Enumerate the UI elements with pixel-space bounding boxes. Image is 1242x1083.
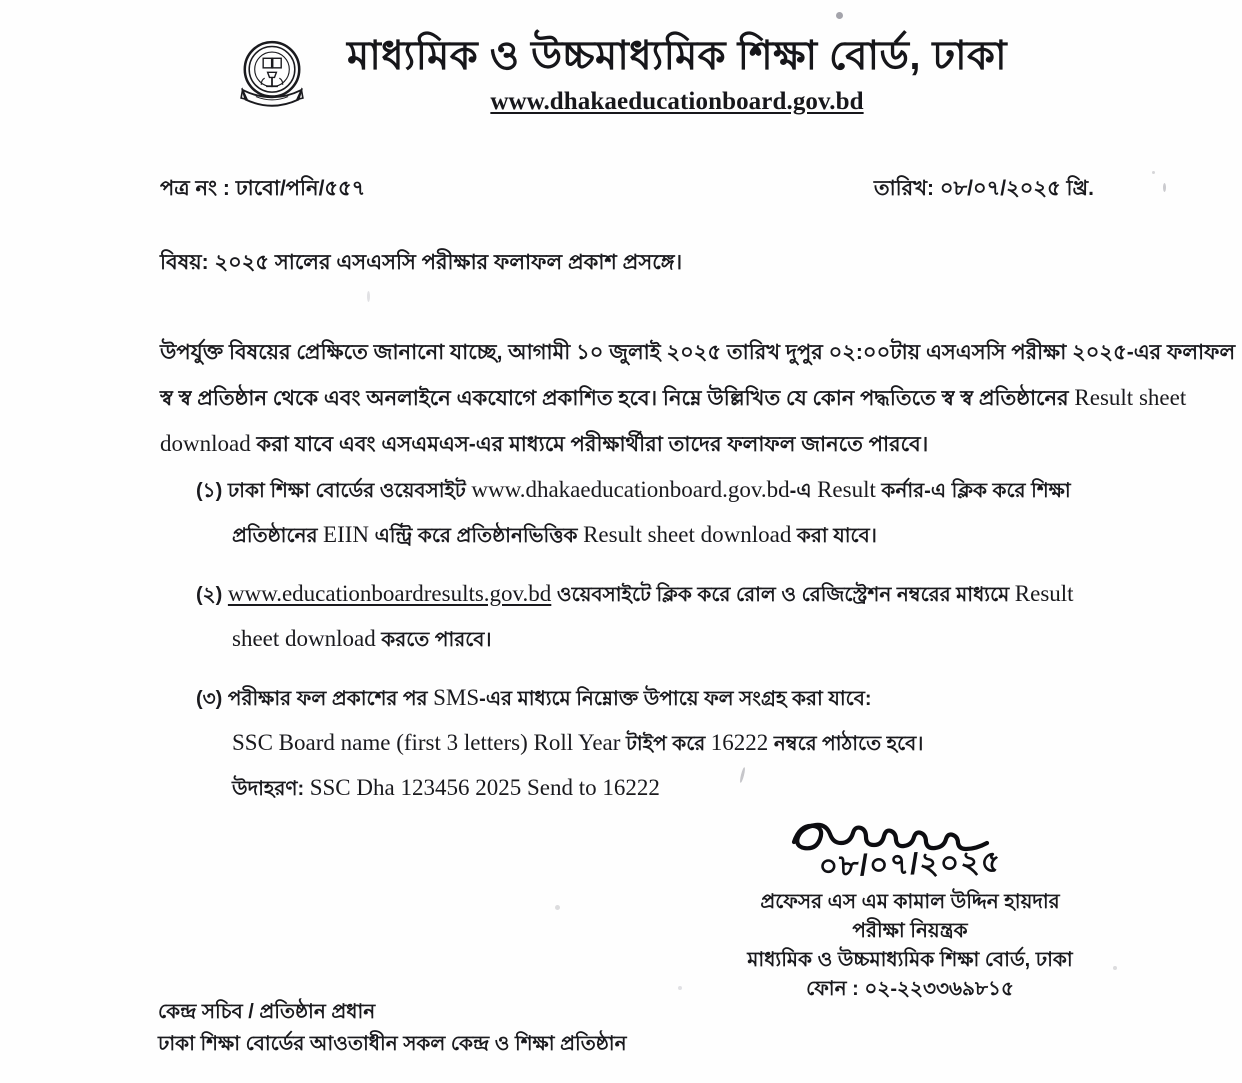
signatory-phone: ফোন : ০২-২২৩৩৬৯৮১৫ — [806, 978, 1014, 1000]
body-line-3-latin: download — [160, 431, 251, 456]
item-2-latin-sheetdownload: sheet download — [232, 626, 376, 651]
sms-format: SSC Board name (first 3 letters) Roll Year — [232, 730, 621, 755]
item-3-text-a: পরীক্ষার ফল প্রকাশের পর — [222, 688, 434, 710]
item-1-text-d: প্রতিষ্ঠানের — [232, 525, 324, 547]
scan-artifact — [555, 905, 560, 910]
item-3-text-d: নম্বরে পাঠাতে হবে। — [768, 733, 924, 755]
item-3-line-3 — [196, 766, 1152, 811]
distribution-block — [158, 996, 627, 1060]
item-2-text-a: ওয়েবসাইটে ক্লিক করে রোল ও রেজিস্ট্রেশন নম্বরের মাধ্যমে — [551, 584, 1015, 606]
signatory-name: প্রফেসর এস এম কামাল উদ্দিন হায়দার — [760, 891, 1060, 913]
list-item — [196, 468, 1152, 558]
item-2-latin-result: Result — [1014, 581, 1074, 606]
instruction-list — [196, 468, 1152, 825]
header-text-group — [347, 30, 1007, 116]
scan-artifact — [836, 12, 843, 19]
signatory-designation: পরীক্ষা নিয়ন্ত্রক — [852, 920, 968, 942]
subject-line: বিষয়: ২০২৫ সালের এসএসসি পরীক্ষার ফলাফল প্রকাশ প্রসঙ্গে। — [160, 251, 683, 274]
distribution-line-1: কেন্দ্র সচিব / প্রতিষ্ঠান প্রধান — [158, 1001, 376, 1023]
body-line-2-latin: Result sheet — [1074, 385, 1187, 410]
signatory-office: মাধ্যমিক ও উচ্চমাধ্যমিক শিক্ষা বোর্ড, ঢাকা — [747, 949, 1073, 971]
item-1-text-b: -এ — [789, 480, 818, 502]
memo-number: পত্র নং : ঢাবো/পনি/৫৫৭ — [160, 177, 366, 200]
item-1-latin-result: Result — [817, 477, 876, 502]
signature-date: ০৮/০৭/২০২৫ — [818, 845, 1002, 884]
item-2-text-b: করতে পারবে। — [375, 629, 492, 651]
sms-shortcode: 16222 — [710, 730, 769, 755]
body-line-2-bangla: স্ব স্ব প্রতিষ্ঠান থেকে এবং অনলাইনে একযোগে প্রকাশিত হবে। নিম্নে উল্লিখিত যে কোন পদ্ধতিতে স্ব স্ব প্রতিষ্ঠানের — [160, 387, 1075, 410]
item-3-number: (৩) — [196, 688, 223, 710]
list-item — [196, 572, 1152, 662]
board-title: মাধ্যমিক ও উচ্চমাধ্যমিক শিক্ষা বোর্ড, ঢাকা — [347, 34, 1007, 78]
item-2-line-2 — [196, 617, 1152, 662]
body-line-3-bangla: করা যাবে এবং এসএমএস-এর মাধ্যমে পরীক্ষার্থীরা তাদের ফলাফল জানতে পারবে। — [250, 433, 929, 456]
item-1-text-c: কর্নার-এ ক্লিক করে শিক্ষা — [875, 480, 1071, 502]
body-line-2 — [160, 375, 1187, 421]
item-3-latin-sms: SMS — [433, 685, 480, 710]
item-1-text-a: ঢাকা শিক্ষা বোর্ডের ওয়েবসাইট — [222, 480, 472, 502]
item-1-latin-eiin: EIIN — [323, 522, 370, 547]
item-3-line-2 — [196, 721, 1152, 766]
item-1-url[interactable]: www.dhakaeducationboard.gov.bd — [471, 477, 790, 502]
body-paragraph — [160, 330, 1236, 467]
item-3-text-b: -এর মাধ্যমে নিম্নোক্ত উপায়ে ফল সংগ্রহ করা যাবে: — [479, 688, 872, 710]
list-item — [196, 676, 1152, 811]
item-1-line-1 — [196, 468, 1152, 513]
item-3-text-c: টাইপ করে — [620, 733, 711, 755]
memo-meta-row — [160, 172, 1154, 207]
example-label: উদাহরণ: — [232, 778, 310, 800]
distribution-line-2: ঢাকা শিক্ষা বোর্ডের আওতাধীন সকল কেন্দ্র ও শিক্ষা প্রতিষ্ঠান — [158, 1033, 627, 1055]
memo-date: তারিখ: ০৮/০৭/২০২৫ খ্রি. — [873, 177, 1094, 200]
signature-block — [700, 812, 1120, 1004]
item-1-text-e: এন্ট্রি করে প্রতিষ্ঠানভিত্তিক — [369, 525, 584, 547]
item-1-latin-resultsheet: Result sheet download — [583, 522, 792, 547]
scan-artifact — [367, 291, 370, 302]
item-2-number: (২) — [196, 584, 223, 606]
scan-artifact — [1163, 183, 1166, 192]
sms-example: SSC Dha 123456 2025 Send to 16222 — [309, 775, 660, 800]
item-3-line-1 — [196, 676, 1152, 721]
body-line-1: উপর্যুক্ত বিষয়ের প্রেক্ষিতে জানানো যাচ্ছে, আগামী ১০ জুলাই ২০২৫ তারিখ দুপুর ০২:০০টায় এসএসসি পরীক্ষা ২০২৫-এর ফলাফল — [160, 341, 1236, 364]
item-2-line-1 — [196, 572, 1152, 617]
handwritten-signature — [700, 812, 1120, 888]
board-website-url[interactable]: www.dhakaeducationboard.gov.bd — [490, 87, 864, 115]
item-1-number: (১) — [196, 480, 223, 502]
document-header — [0, 30, 1242, 116]
item-2-url[interactable]: www.educationboardresults.gov.bd — [227, 581, 552, 606]
item-1-line-2 — [196, 513, 1152, 558]
body-line-3 — [160, 421, 1144, 467]
scan-artifact — [678, 986, 682, 990]
dhaka-education-board-emblem-icon — [235, 34, 309, 112]
item-1-text-f: করা যাবে। — [791, 525, 877, 547]
